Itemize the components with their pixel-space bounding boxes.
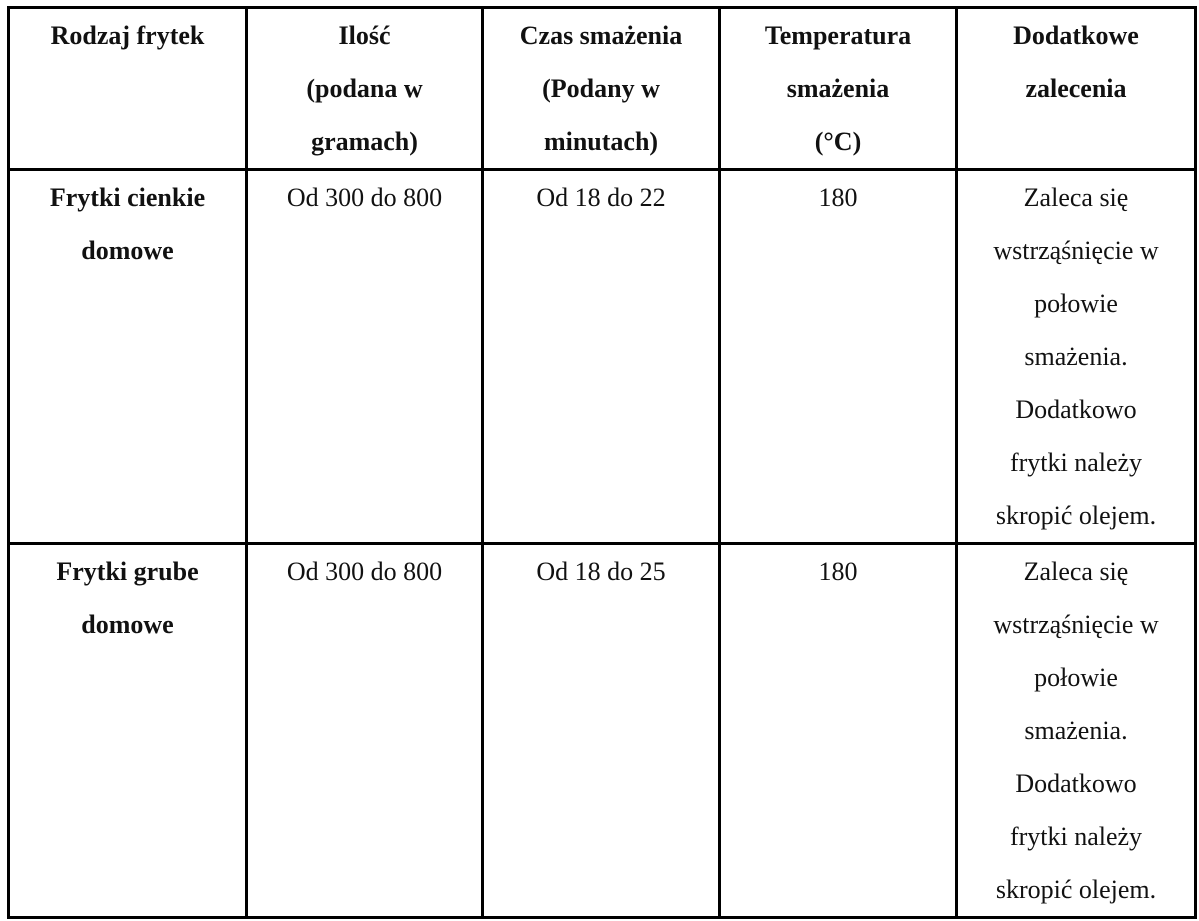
amount-cell: Od 300 do 800 — [247, 170, 483, 544]
note-line: połowie — [1034, 663, 1118, 692]
note-line: Dodatkowo — [1015, 395, 1137, 424]
header-frying-time — [483, 8, 720, 170]
note-line: smażenia. — [1024, 716, 1128, 745]
note-line: frytki należy — [1009, 822, 1143, 851]
note-line: skropić olejem. — [995, 501, 1157, 530]
header-line: (podana w — [306, 74, 423, 103]
fries-frying-table — [7, 6, 1197, 919]
amount-cell: Od 300 do 800 — [247, 544, 483, 918]
header-row — [9, 8, 1196, 170]
header-recommendations — [957, 8, 1196, 170]
recommendations-cell — [957, 544, 1196, 918]
fries-type-line: domowe — [81, 610, 174, 639]
recommendations-cell — [957, 170, 1196, 544]
note-line: skropić olejem. — [995, 875, 1157, 904]
frying-time-cell: Od 18 do 22 — [483, 170, 720, 544]
temperature-cell: 180 — [720, 170, 957, 544]
note-line: wstrząśnięcie w — [993, 610, 1159, 639]
note-line: smażenia. — [1024, 342, 1128, 371]
header-line: Dodatkowe — [1013, 21, 1139, 50]
fries-type-line: Frytki cienkie — [49, 183, 206, 212]
frying-time-cell: Od 18 do 25 — [483, 544, 720, 918]
header-line: smażenia — [786, 74, 890, 103]
fries-type-line: Frytki grube — [56, 557, 199, 586]
note-line: Zaleca się — [1023, 183, 1129, 212]
table-row — [9, 170, 1196, 544]
header-amount — [247, 8, 483, 170]
fries-type-cell — [9, 544, 247, 918]
header-line: Ilość — [338, 21, 391, 50]
note-line: Dodatkowo — [1015, 769, 1137, 798]
fries-type-line: domowe — [81, 236, 174, 265]
fries-type-cell — [9, 170, 247, 544]
header-line: gramach) — [311, 127, 418, 156]
note-line: frytki należy — [1009, 448, 1143, 477]
note-line: Zaleca się — [1023, 557, 1129, 586]
header-line: (Podany w — [542, 74, 660, 103]
header-line: Rodzaj frytek — [50, 21, 205, 50]
note-line: wstrząśnięcie w — [993, 236, 1159, 265]
header-line: zalecenia — [1025, 74, 1127, 103]
table-row — [9, 544, 1196, 918]
note-line: połowie — [1034, 289, 1118, 318]
header-line: Czas smażenia — [519, 21, 683, 50]
header-line: (°C) — [814, 127, 862, 156]
header-temperature — [720, 8, 957, 170]
header-line: Temperatura — [764, 21, 912, 50]
header-line: minutach) — [543, 127, 659, 156]
temperature-cell: 180 — [720, 544, 957, 918]
header-fries-type — [9, 8, 247, 170]
